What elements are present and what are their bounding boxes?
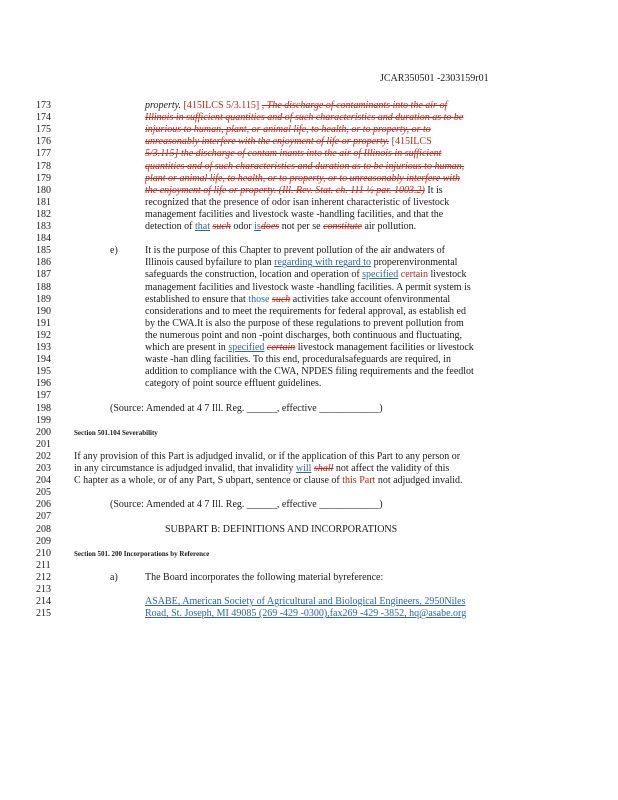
line-content <box>145 269 467 281</box>
line-content <box>74 451 460 463</box>
document-line <box>0 282 618 294</box>
document-line <box>0 257 618 269</box>
line-content <box>145 596 466 608</box>
document-line <box>0 330 618 342</box>
line-text: category of point source effluent guidelines. <box>145 378 322 390</box>
line-number: 173 <box>36 100 51 111</box>
line-text: waste -han dling facilities. To this end, proceduralsafeguards are required, in <box>145 354 451 366</box>
line-content <box>110 403 383 415</box>
document-line <box>0 148 618 160</box>
line-content <box>145 100 447 112</box>
line-number: 215 <box>36 608 51 620</box>
document-line <box>0 548 618 560</box>
line-text: odor <box>230 221 255 232</box>
deleted-text: such <box>212 221 231 232</box>
line-number: 208 <box>36 523 51 535</box>
inserted-text: is <box>254 221 261 232</box>
line-text: not adjudged invalid. <box>375 475 463 487</box>
line-text: a) <box>110 571 118 583</box>
line-content <box>145 197 449 209</box>
document-line <box>0 439 618 451</box>
document-line <box>0 403 618 415</box>
document-line <box>0 366 618 378</box>
line-number: 210 <box>36 547 51 559</box>
line-text: It is <box>424 184 443 196</box>
document-line <box>0 572 618 584</box>
line-text: recognized that the presence of odor isan inherent characteristic of livestock <box>145 196 450 208</box>
document-line <box>0 475 618 487</box>
document-line <box>0 173 618 185</box>
line-number: 187 <box>36 269 51 281</box>
document-line <box>0 136 618 148</box>
line-number: 202 <box>36 450 51 462</box>
document-line <box>0 185 618 197</box>
line-number: 200 <box>36 426 51 438</box>
line-content <box>145 245 445 257</box>
line-number: 174 <box>36 112 51 124</box>
line-text: livestock <box>427 269 467 281</box>
line-text: C hapter as a whole, or of any Part, S ubpart, sentence or clause of <box>74 475 343 487</box>
line-content <box>145 209 443 221</box>
line-content <box>145 185 443 197</box>
deleted-text: quantities and of such characteristics and duration as to be injurious to human, <box>145 160 465 172</box>
inserted-text: specified <box>362 269 399 281</box>
deleted-text: injurious to human, plant, or animal life, to health, or to property, or to <box>145 124 431 136</box>
line-content <box>74 548 209 560</box>
line-content <box>145 221 416 233</box>
line-number: 199 <box>36 414 51 426</box>
line-text: management facilities and livestock waste -handling facilities, and that the <box>145 208 444 220</box>
line-number: 186 <box>36 257 51 269</box>
line-content <box>145 136 432 148</box>
line-text: properenvironmental <box>371 257 458 269</box>
line-content <box>74 463 449 475</box>
document-line <box>0 245 618 257</box>
line-text: detection of <box>145 221 195 232</box>
line-number: 192 <box>36 329 51 341</box>
line-text: by the CWA.It is also the purpose of these regulations to prevent pollution from <box>145 317 464 329</box>
line-content <box>145 148 441 160</box>
line-content <box>145 366 474 378</box>
line-text: certain <box>400 269 428 281</box>
line-content <box>145 294 450 306</box>
line-text: air pollution. <box>361 221 417 232</box>
document-line <box>0 233 618 245</box>
line-content <box>165 524 397 536</box>
document-line <box>0 499 618 511</box>
line-number: 178 <box>36 160 51 172</box>
document-id-header: JCAR350501 -2303159r01 <box>380 73 489 84</box>
line-number: 196 <box>36 378 51 390</box>
document-line <box>0 124 618 136</box>
line-number: 185 <box>36 245 51 257</box>
line-number: 177 <box>36 148 51 160</box>
line-text: (Source: Amended at 4 7 Ill. Reg. ______, effective ____________) <box>110 402 383 414</box>
line-number: 175 <box>36 124 51 136</box>
line-text: established to ensure that <box>145 293 249 305</box>
line-text: in any circumstance is adjudged invalid, that invalidity <box>74 463 296 474</box>
deleted-text: Illinois in sufficient quantities and of such characteristics and duration as to be <box>145 112 464 124</box>
line-number: 201 <box>36 438 51 450</box>
document-line <box>0 524 618 536</box>
line-number: 176 <box>36 136 51 148</box>
line-text: (Source: Amended at 4 7 Ill. Reg. ______, effective ____________) <box>110 499 383 511</box>
line-number: 203 <box>36 463 51 474</box>
document-line <box>0 318 618 330</box>
document-line <box>0 584 618 596</box>
line-number: 195 <box>36 366 51 378</box>
line-text: Section 501.104 Severability <box>74 428 158 437</box>
line-number: 182 <box>36 208 51 220</box>
inserted-text: that <box>194 221 210 232</box>
line-content <box>74 475 463 487</box>
document-line <box>0 342 618 354</box>
line-text: Illinois caused byfailure to plan <box>145 257 275 269</box>
line-text: If any provision of this Part is adjudged invalid, or if the application of this Part to any person or <box>74 450 461 462</box>
document-line <box>0 378 618 390</box>
line-number: 207 <box>36 511 51 523</box>
line-content <box>145 608 466 620</box>
document-line <box>0 197 618 209</box>
document-line <box>0 608 618 620</box>
line-content <box>145 257 457 269</box>
line-text: property. <box>145 100 182 111</box>
document-line <box>0 463 618 475</box>
line-content <box>110 499 383 511</box>
deleted-text: unreasonably interfere with the enjoyment of life or property. <box>145 136 390 148</box>
document-line <box>0 536 618 548</box>
deleted-text: the discharge of contam inants into the air of Illinois in sufficient <box>178 148 442 160</box>
document-line <box>0 390 618 402</box>
document-line <box>0 560 618 572</box>
line-text: SUBPART B: DEFINITIONS AND INCORPORATIONS <box>165 523 398 535</box>
line-text: e) <box>110 245 118 257</box>
line-number: 189 <box>36 293 51 305</box>
deleted-text: 5/3.115] <box>145 148 179 160</box>
inserted-text: ASABE, American Society of Agricultural and Biological Engineers, 2950Niles <box>145 596 466 608</box>
line-number: 198 <box>36 402 51 414</box>
line-number: 180 <box>36 184 51 196</box>
line-content <box>145 318 464 330</box>
deleted-text: shall <box>313 463 334 474</box>
line-text: considerations and to meet the requirements for federal approval, as establish ed <box>145 305 466 317</box>
inserted-text: will <box>295 463 312 474</box>
line-number: 211 <box>36 559 51 571</box>
line-text: livestock management facilities or livestock <box>295 342 474 353</box>
document-line <box>0 221 618 233</box>
document-line <box>0 354 618 366</box>
line-number: 191 <box>36 317 51 329</box>
deleted-text: plant or animal life, to health, or to property, or to unreasonably interfere with <box>145 172 460 184</box>
line-number: 184 <box>36 233 51 245</box>
line-number: 190 <box>36 305 51 317</box>
deleted-text: constitute <box>323 221 362 232</box>
document-line <box>0 511 618 523</box>
line-text: not affect the validity of this <box>333 463 450 474</box>
line-content <box>145 354 451 366</box>
line-text: activities take account ofenvironmental <box>290 293 451 305</box>
deleted-text: certain <box>266 342 296 353</box>
line-text: management facilities and livestock waste -handling facilities. A permit system is <box>145 281 471 293</box>
line-number: 183 <box>36 221 51 232</box>
line-number: 209 <box>36 535 51 547</box>
line-text: not per se <box>279 221 324 232</box>
line-number: 204 <box>36 475 51 487</box>
line-number: 212 <box>36 571 51 583</box>
line-number: 214 <box>36 596 51 608</box>
document-line <box>0 209 618 221</box>
line-content <box>145 161 464 173</box>
deleted-text: the enjoyment of life or property. (Ill. Rev. Stat. ch. 111 ½ par. 1003.2) <box>145 184 425 196</box>
line-number: 206 <box>36 499 51 511</box>
line-content <box>145 112 463 124</box>
line-text: addition to compliance with the CWA, NPDES filing requirements and the feedlot <box>145 366 474 378</box>
document-line <box>0 487 618 499</box>
line-number: 193 <box>36 342 51 353</box>
line-text: Section 501. 200 Incorporations by Reference <box>74 549 210 558</box>
line-content <box>145 342 474 354</box>
document-line <box>0 161 618 173</box>
deleted-text: does <box>260 221 280 232</box>
line-text: which are present in <box>145 342 229 353</box>
line-text: the numerous point and non -point discharges, both continuous and fluctuating, <box>145 329 462 341</box>
line-content <box>145 282 471 294</box>
line-number: 213 <box>36 584 51 595</box>
line-content <box>74 427 158 439</box>
line-text: The Board incorporates the following material byreference: <box>145 571 384 583</box>
document-line <box>0 269 618 281</box>
line-content <box>110 572 118 584</box>
inserted-text: specified <box>228 342 265 353</box>
document-line <box>0 415 618 427</box>
line-text: [415ILCS <box>389 136 432 148</box>
document-line <box>0 112 618 124</box>
line-content <box>145 173 460 185</box>
line-number: 188 <box>36 281 51 293</box>
document-line <box>0 596 618 608</box>
line-text: safeguards the construction, location and operation of <box>145 269 363 281</box>
line-number: 179 <box>36 172 51 184</box>
line-text: this Part <box>342 475 376 487</box>
line-content <box>145 306 466 318</box>
document-line <box>0 306 618 318</box>
line-number: 181 <box>36 196 51 208</box>
document-line <box>0 451 618 463</box>
deleted-text: such <box>271 293 291 305</box>
document-line <box>0 427 618 439</box>
line-number: 205 <box>36 487 51 499</box>
line-content <box>145 330 462 342</box>
line-text: It is the purpose of this Chapter to prevent pollution of the air andwaters of <box>145 245 445 257</box>
line-text: [415ILCS 5/3.115] <box>181 100 262 111</box>
line-content <box>145 124 431 136</box>
inserted-text: Road, St. Joseph, MI 49085 (269 -429 -0300),fax269 -429 -3852, hq@asabe.org <box>145 608 467 620</box>
document-line <box>0 294 618 306</box>
line-content <box>145 572 383 584</box>
inserted-text: regarding with regard to <box>274 257 372 269</box>
deleted-text: , The discharge of contaminants into the air of <box>261 100 448 111</box>
line-text: those <box>248 293 270 305</box>
line-number: 194 <box>36 354 51 366</box>
line-number: 197 <box>36 390 51 402</box>
line-content <box>145 378 321 390</box>
document-line <box>0 100 618 112</box>
line-content <box>110 245 118 257</box>
